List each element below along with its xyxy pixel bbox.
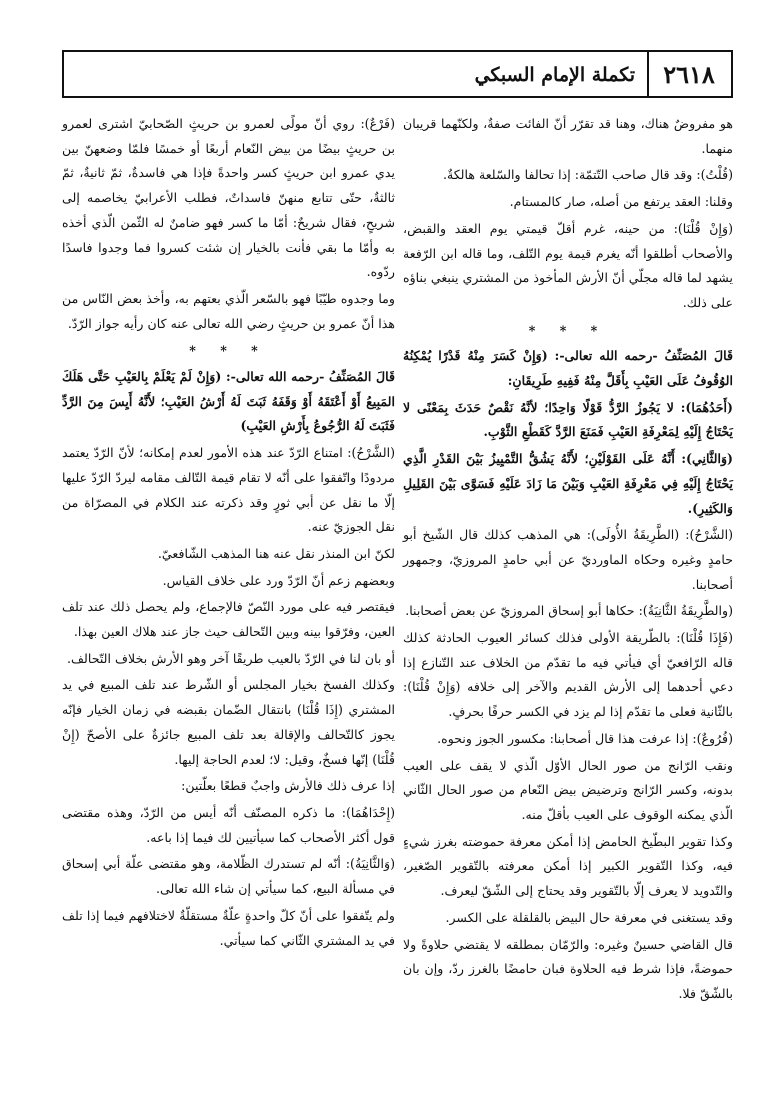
paragraph: وكذا تقوير البطّيخ الحامض إذا أمكن معرفة حموضته بغرز شيءٍ فيه، وكذا التّقوير الكبير إذا أمكن معرفته بالتّقوير الصّغير، والتّدويد لا يعرف إلّا بالتّقوير وقد يحتاج إلى الشّقّ ليعرف. [403, 833, 733, 899]
right-column [403, 112, 733, 1009]
running-title: تكملة الإمام السبكي [474, 64, 635, 86]
paragraph: (والطَّرِيقَةُ الثَّانِيَةُ): حكاها أبو إسحاق المروزيّ عن بعض أصحابنا. [405, 603, 733, 619]
header-divider [647, 52, 649, 96]
paragraph: (فَإِذَا قُلْنَا): بالطّريقة الأولى فذلك كسائر العيوب الحادثة كذلك قاله الرّافعيّ أي فيأتي فيه ما تقدّم من الخلاف عند التّنازع إذا دعي أحدهما إلى الأرش القديم والآخر إلى خلافه (وَإِنْ قُلْنَا): بالثّانية فعلى ما تقدّم إذا لم يزد في الكسر حرفًا بحرفٍ. [403, 630, 733, 720]
paragraph: (إِحْدَاهُمَا): ما ذكره المصنّف أنّه أيس من الرّدّ، وهذه مقتضى قول أكثر الأصحاب كما سيأتيين لك فيما إذا باعه. [62, 804, 395, 845]
author-text: (أَحَدُهُمَا): لا يَجُوزُ الرَّدُّ قَوْلًا وَاحِدًا؛ لأنَّهُ نَقْصٌ حَدَثَ بِمَعْنًى لا يَحْتَاجُ إِلَيْهِ لِمَعْرِفَةِ العَيْبِ فَمَنَعَ الرَّدَّ كَقَطْعِ الثَّوْبِ. [403, 399, 733, 440]
author-text: (وَالثَّانِي): أَنَّهُ عَلَى القَوْلَيْنِ؛ لأَنَّهُ يَشُقُّ التَّمْيِيزُ بَيْنَ القَدْرِ الَّذِي يَحْتَاجُ إِلَيْهِ فِي مَعْرِفَةِ العَيْبِ وَبَيْنَ مَا زَادَ عَلَيْهِ فَسَوَّى بَيْنَ القَلِيلِ وَالكَثِيرِ). [403, 451, 733, 516]
paragraph: إذا عرف ذلك فالأرش واجبٌ قطعًا بعلّتين: [181, 778, 395, 794]
paragraph: وما وجدوه طيّبًا فهو بالسّعر الّذي بعتهم به، وأخذ بعض النّاس من هذا أنّ عمرو بن حريثٍ رضي الله تعالى عنه كان رأيه جواز الرّدّ. [62, 290, 395, 331]
paragraph: ولم يتّفقوا على أنّ كلّ واحدةٍ علّةٌ مستقلّةٌ لاختلافهم فيما إذا تلف في يد المشتري الثّاني كما سيأتي. [62, 907, 395, 948]
paragraph: قال القاضي حسينٌ وغيره: والرّمّان بمطلقه لا يقتضي حلاوةً ولا حموضةً، فإذا شرط فيه الحلاوة فبان حامضًا بالغرز ردّ، وإن بان بالشّقّ فلا. [403, 936, 733, 1001]
paragraph: (قُلْتُ): وقد قال صاحب التّتمّة: إذا تحالفا والسّلعة هالكةٌ. [442, 167, 733, 183]
paragraph: فيقتصر فيه على مورد النّصّ فالإجماع، ولم يحصل ذلك عند تلف العين، وفرّقوا بينه وبين التّحالف حيث جاز عند هلاك العين بهذا. [62, 599, 395, 640]
page-number: ٢٦١٨ [663, 60, 715, 89]
section-separator: * * * [528, 322, 608, 338]
paragraph: (الشَّرْحُ): امتناع الرّدّ عند هذه الأمور لعدم إمكانه؛ لأنّ الرّدّ يعتمد مردودًا واتّفقوا على أنّه لا تقام قيمة التّالف مقامه ليردّ الرّدّ عليها إلّا ما نقل عن أبي ثورٍ وقد ذكرته عند الكلام في المصرّاة من نقل الجوزيّ عنه. [62, 445, 395, 535]
paragraph: (الشَّرْحُ): (الطَّرِيقَةُ الأُولَى): هي المذهب كذلك قال الشّيخ أبو حامدٍ وغيره وحكاه الماورديّ عن أبي حامدٍ المروزيّ، وجمهور أصحابنا. [403, 527, 733, 592]
section-separator: * * * [189, 343, 268, 359]
paragraph: (وَإِنْ قُلْنَا): من حينه، غرم أقلّ قيمتي يوم العقد والقبض، والأصحاب أطلقوا أنّه يغرم قيمة يوم التّلف، وما قاله ابن الرّفعة يشهد لما قاله مجلّي أنّ الأرش المأخوذ من المشتري ينبغي بناؤه على ذلك. [403, 220, 733, 310]
paragraph: ونقب الرّانج من صور الحال الأوّل الّذي لا يقف على العيب بدونه، وكسر الرّانج وترضيض بيض النّعام من صور الحال الثّاني الّذي يمكنه الوقوف على العيب بأقلّ منه. [403, 757, 733, 822]
left-column [62, 112, 395, 955]
paragraph: وكذلك الفسخ بخيار المجلس أو الشّرط عند تلف المبيع في يد المشتري (إِذَا قُلْنَا) بانتقال الضّمان بقبضه في زمان الخيار فإنّه يجوز كالتّحالف والإقالة بعد تلف المبيع جائزةٌ على الأصحّ (إِنْ قُلْنَا) إنّها فسخٌ، وقيل: لا؛ لعدم الحاجة إليها. [62, 677, 395, 767]
paragraph: (فُرُوعٌ): إذا عرفت هذا قال أصحابنا: مكسور الجوز ونحوه. [437, 730, 733, 746]
header-frame [62, 50, 733, 98]
paragraph: (فَرْعٌ): روي أنّ مولًى لعمرو بن حريثٍ الصّحابيّ اشترى لعمرو بن حريثٍ بيضًا من بيض النّعام أربعًا أو خمسًا فلمّا وضعهنّ بين يدي عمرو ابن حريثٍ كسر واحدةً فإذا هي فاسدةٌ، ثمّ ثانيةٌ، ثمّ ثالثةٌ، حتّى تتابع منهنّ فاسداتٌ، فطلب الأعرابيّ يخاصمه إلى شريحٍ، فقال شريحٌ: أمّا ما كسر فهو ضامنٌ له الثّمن الّذي أخذه به وأمّا ما بقي فأنت بالخيار إن شئت كسروا فما وجدوا فاسدًا ردّوه. [62, 116, 395, 280]
author-text: قَالَ المُصَنِّفُ -رحمه الله تعالى-: (وَإِنْ لَمْ يَعْلَمْ بِالعَيْبِ حَتَّى هَلَكَ المَبِيعُ أَوْ أَعْتَقَهُ أَوْ وَقَفَهُ ثَبَتَ لَهُ أَرْشُ العَيْبِ؛ لأَنَّهُ أَيِسَ مِنَ الرَّدِّ فَثَبَتَ لَهُ الرُّجُوعُ بِأَرْشِ العَيْبِ) [62, 369, 395, 434]
paragraph: (وَالثَّانِيَةُ): أنّه لم تستدرك الظّلامة، وهو مقتضى علّة أبي إسحاق في مسألة البيع، كما سيأتي إن شاء الله تعالى. [62, 856, 395, 897]
paragraph: أو بان لنا في الرّدّ بالعيب طريقًا آخر وهو الأرش بخلاف التّحالف. [67, 650, 395, 666]
paragraph: وبعضهم زعم أنّ الرّدّ ورد على خلاف القياس. [162, 572, 395, 588]
paragraph: وقد يستغنى في معرفة حال البيض بالقلقلة على الكسر. [445, 909, 733, 925]
author-text: قَالَ المُصَنِّفُ -رحمه الله تعالى-: (وَإِنْ كَسَرَ مِنْهُ قَدْرًا يُمْكِنُهُ الوُقُوفُ عَلَى العَيْبِ بِأَقَلَّ مِنْهُ فَفِيهِ طَرِيقَانِ: [403, 348, 733, 389]
paragraph: هو مفروضٌ هناك، وهنا قد تقرّر أنّ الفائت صفةٌ، ولكنّهما قريبان منهما. [403, 116, 733, 156]
paragraph: وقلنا: العقد يرتفع من أصله، صار كالمستام. [509, 194, 733, 210]
paragraph: لكنّ ابن المنذر نقل عنه هنا المذهب الشّافعيّ. [157, 545, 395, 561]
